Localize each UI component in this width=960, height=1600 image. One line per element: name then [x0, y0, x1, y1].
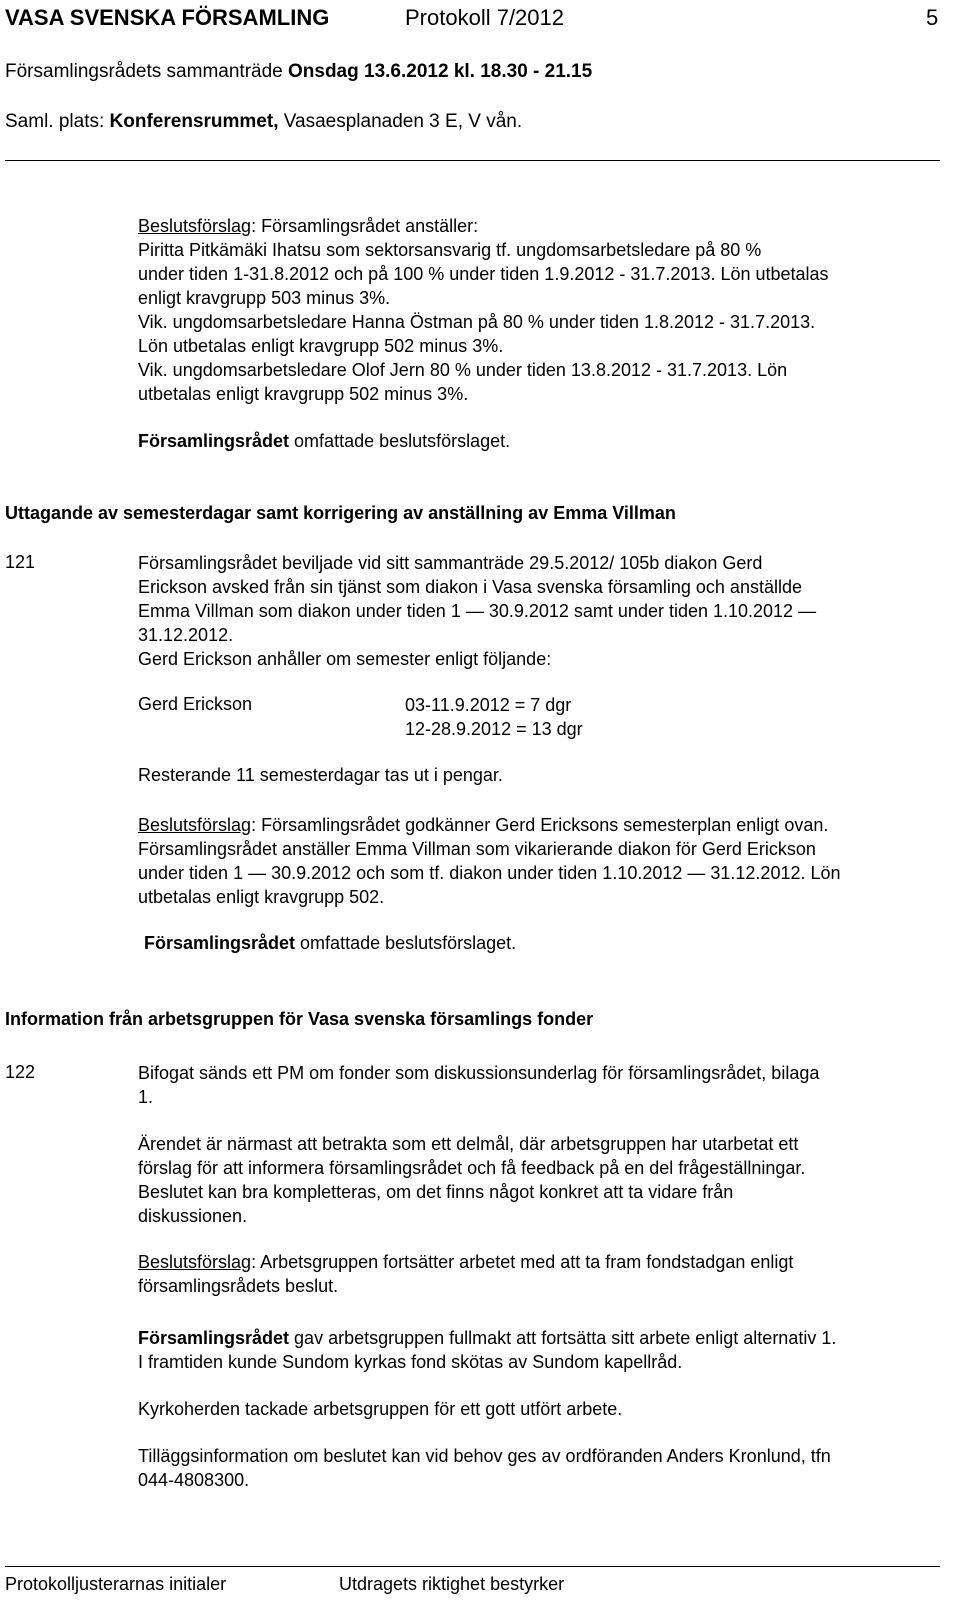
- section3-proposal: [138, 1250, 793, 1298]
- proposal-line: Församlingsrådet anställer Emma Villman som vikarierande diakon för Gerd Erickson: [138, 839, 816, 859]
- section2-number: 121: [5, 552, 36, 572]
- section1-decision: [138, 430, 510, 453]
- vacation-periods: [405, 693, 583, 741]
- extra-info: [138, 1444, 831, 1492]
- section3-decision: [138, 1326, 836, 1374]
- meeting-line: [5, 60, 592, 83]
- decision-subject: Församlingsrådet: [144, 933, 296, 953]
- proposal-text: : Församlingsrådet anställer:: [251, 216, 479, 236]
- proposal-line: Piritta Pitkämäki Ihatsu som sektorsansvarig tf. ungdomsarbetsledare på 80 %: [138, 240, 762, 260]
- proposal-line: Lön utbetalas enligt kravgrupp 502 minus 3%.: [138, 336, 504, 356]
- proposal-line: under tiden 1-31.8.2012 och på 100 % under tiden 1.9.2012 - 31.7.2013. Lön utbetalas: [138, 264, 829, 284]
- body-line: Erickson avsked från sin tjänst som diakon i Vasa svenska församling och anställde: [138, 577, 802, 597]
- org-name: VASA SVENSKA FÖRSAMLING: [5, 5, 330, 30]
- decision-subject: Församlingsrådet: [138, 431, 290, 451]
- paragraph-line: förslag för att informera församlingsrådet och få feedback på en del frågeställningar.: [138, 1158, 806, 1178]
- extra-line: Tilläggsinformation om beslutet kan vid behov ges av ordföranden Anders Kronlund, tfn: [138, 1446, 831, 1466]
- proposal-line: enligt kravgrupp 503 minus 3%.: [138, 288, 391, 308]
- proposal-line: Vik. ungdomsarbetsledare Hanna Östman på 80 % under tiden 1.8.2012 - 31.7.2013.: [138, 312, 816, 332]
- header-rule: [5, 160, 940, 161]
- intro-line: Bifogat sänds ett PM om fonder som diskussionsunderlag för församlingsrådet, bilaga: [138, 1063, 820, 1083]
- place-line: [5, 110, 522, 133]
- proposal-line: församlingsrådets beslut.: [138, 1276, 339, 1296]
- proposal-line: Vik. ungdomsarbetsledare Olof Jern 80 % under tiden 13.8.2012 - 31.7.2013. Lön: [138, 360, 788, 380]
- proposal-label: Beslutsförslag: [138, 216, 252, 236]
- meeting-date: Onsdag 13.6.2012 kl. 18.30 - 21.15: [288, 61, 593, 82]
- section3-heading: Information från arbetsgruppen för Vasa svenska församlings fonder: [5, 1009, 594, 1029]
- place-label: Saml. plats:: [5, 111, 105, 132]
- remaining-days: Resterande 11 semesterdagar tas ut i pengar.: [138, 765, 503, 785]
- paragraph-line: Beslutet kan bra kompletteras, om det finns något konkret att ta vidare från: [138, 1182, 734, 1202]
- thanks-line: Kyrkoherden tackade arbetsgruppen för ett gott utfört arbete.: [138, 1399, 623, 1419]
- body-line: Emma Villman som diakon under tiden 1 — 30.9.2012 samt under tiden 1.10.2012 —: [138, 601, 817, 621]
- page-number: 5: [926, 5, 939, 30]
- protocol-number: Protokoll 7/2012: [405, 5, 564, 30]
- decision-line: I framtiden kunde Sundom kyrkas fond skötas av Sundom kapellråd.: [138, 1352, 683, 1372]
- proposal-line: under tiden 1 — 30.9.2012 och som tf. diakon under tiden 1.10.2012 — 31.12.2012. Lön: [138, 863, 841, 883]
- section3-number: 122: [5, 1062, 36, 1082]
- section2-heading: Uttagande av semesterdagar samt korrigering av anställning av Emma Villman: [5, 503, 676, 523]
- decision-text: omfattade beslutsförslaget.: [295, 933, 517, 953]
- footer-initials: Protokolljusterarnas initialer: [5, 1574, 227, 1594]
- vacation-name: Gerd Erickson: [138, 694, 253, 714]
- section3-intro: [138, 1061, 819, 1109]
- proposal-label: Beslutsförslag: [138, 1252, 252, 1272]
- paragraph-line: diskussionen.: [138, 1206, 248, 1226]
- meeting-label: Församlingsrådets sammanträde: [5, 61, 283, 82]
- intro-line: 1.: [138, 1087, 154, 1107]
- body-line: Gerd Erickson anhåller om semester enligt följande:: [138, 649, 552, 669]
- section2-decision: [144, 932, 516, 955]
- section2-proposal: [138, 813, 841, 909]
- paragraph-line: Ärendet är närmast att betrakta som ett delmål, där arbetsgruppen har utarbetat ett: [138, 1134, 799, 1154]
- section3-paragraph: [138, 1132, 805, 1228]
- proposal-line: utbetalas enligt kravgrupp 502.: [138, 887, 385, 907]
- place-address: Vasaesplanaden 3 E, V vån.: [283, 111, 523, 132]
- proposal-label: Beslutsförslag: [138, 815, 252, 835]
- body-line: Församlingsrådet beviljade vid sitt sammanträde 29.5.2012/ 105b diakon Gerd: [138, 553, 763, 573]
- vacation-period: 03-11.9.2012 = 7 dgr: [405, 695, 572, 715]
- extra-line: 044-4808300.: [138, 1470, 250, 1490]
- footer-certify: Utdragets riktighet bestyrker: [339, 1574, 565, 1594]
- footer-rule: [5, 1566, 940, 1567]
- proposal-text: : Arbetsgruppen fortsätter arbetet med att ta fram fondstadgan enligt: [251, 1252, 794, 1272]
- decision-subject: Församlingsrådet: [138, 1328, 290, 1348]
- vacation-period: 12-28.9.2012 = 13 dgr: [405, 719, 583, 739]
- proposal-text: : Församlingsrådet godkänner Gerd Ericksons semesterplan enligt ovan.: [251, 815, 829, 835]
- decision-text: omfattade beslutsförslaget.: [289, 431, 511, 451]
- body-line: 31.12.2012.: [138, 625, 234, 645]
- decision-text: gav arbetsgruppen fullmakt att fortsätta sitt arbete enligt alternativ 1.: [289, 1328, 837, 1348]
- proposal-line: utbetalas enligt kravgrupp 502 minus 3%.: [138, 384, 469, 404]
- section2-body: [138, 551, 816, 671]
- section1-proposal: [138, 214, 829, 406]
- place-name: Konferensrummet,: [109, 111, 279, 132]
